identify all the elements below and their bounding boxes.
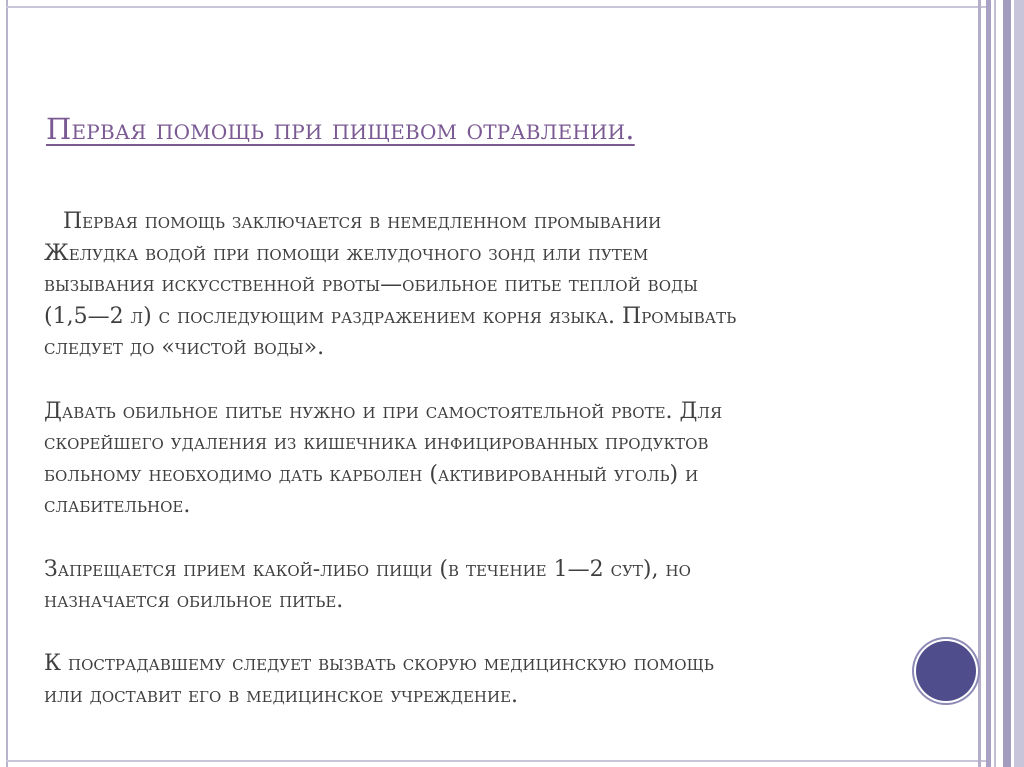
decor-circle	[916, 641, 976, 701]
decor-stripe	[986, 0, 991, 767]
decor-stripe	[1014, 0, 1024, 767]
slide-title: Первая помощь при пищевом отравлении.	[46, 112, 635, 146]
frame-bottom-line	[6, 760, 988, 762]
paragraph-drinking: Давать обильное питье нужно и при самостоятельной рвоте. Для скорейшего удаления из кишечника инфицированных продуктов больному необходимо дать карболен (активированный уголь) и слабительное.	[44, 398, 723, 519]
paragraph-food-ban: Запрещается прием какой-либо пищи (в течение 1—2 сут), но назначается обильное питье.	[44, 556, 691, 614]
frame-top-line	[6, 6, 988, 8]
slide-body	[44, 206, 944, 743]
decor-stripe	[978, 0, 981, 767]
decor-stripe	[1003, 0, 1011, 767]
paragraph-first-aid: Первая помощь заключается в немедленном промывании Желудка водой при помощи желудочного зонд или путем вызывания искусственной рвоты—обильное питье теплой воды (1,5—2 л) с последующим раздражением корня языка. Промывать следует до «чистой воды».	[44, 209, 737, 361]
frame-left-line	[6, 0, 8, 767]
decor-stripe	[994, 0, 996, 767]
paragraph-call-ambulance: К пострадавшему следует вызвать скорую медицинскую помощь или доставит его в медицинское учреждение.	[44, 651, 714, 708]
